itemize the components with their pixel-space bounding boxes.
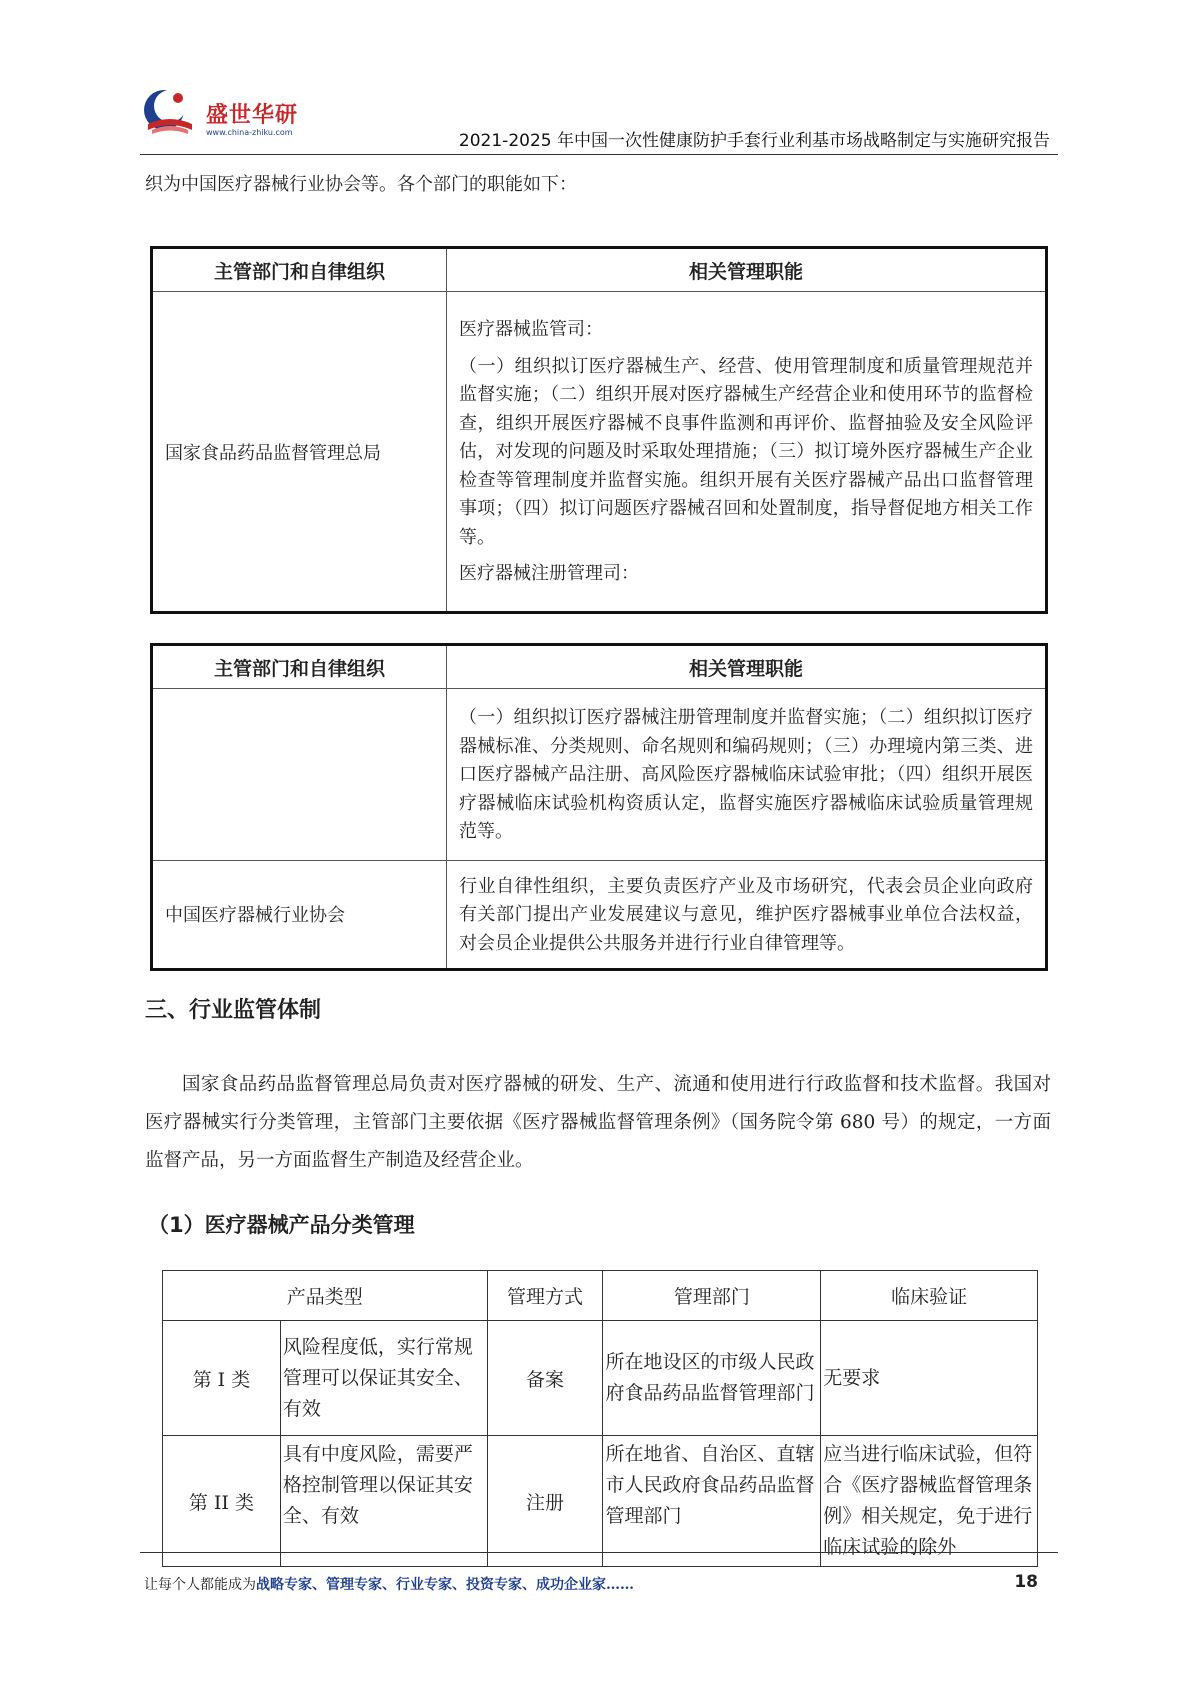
page-header bbox=[140, 80, 1058, 158]
duty-cell bbox=[447, 860, 1047, 969]
duty-text: 行业自律性组织，主要负责医疗产业及市场研究，代表会员企业向政府有关部门提出产业发展建议与意见，维护医疗器械事业单位合法权益，对会员企业提供公共服务并进行行业自律管理等。 bbox=[459, 875, 1033, 954]
dept-cell: 所在地省、自治区、直辖市人民政府食品药品监督管理部门 bbox=[603, 1436, 821, 1567]
company-logo bbox=[140, 80, 320, 150]
footer-divider bbox=[140, 1552, 1058, 1553]
method-cell: 备案 bbox=[487, 1321, 603, 1436]
logo-url: www.china-zhiku.com bbox=[206, 128, 293, 137]
duty-cell bbox=[447, 689, 1047, 861]
org-cell: 国家食品药品监督管理总局 bbox=[152, 292, 447, 613]
clinical-cell: 应当进行临床试验，但符合《医疗器械监督管理条例》相关规定，免于进行临床试验的除外 bbox=[821, 1436, 1038, 1567]
logo-name: 盛世华研 bbox=[206, 103, 299, 128]
table-row bbox=[152, 292, 1047, 613]
desc-cell: 风险程度低，实行常规管理可以保证其安全、有效 bbox=[280, 1321, 487, 1436]
report-title: 2021-2025 年中国一次性健康防护手套行业利基市场战略制定与实施研究报告 bbox=[458, 131, 1050, 151]
section-paragraph: 国家食品药品监督管理总局负责对医疗器械的研发、生产、流通和使用进行行政监督和技术监督。我国对医疗器械实行分类管理，主管部门主要依据《医疗器械监督管理条例》（国务院令第 680 号）的规定，一方面监督产品，另一方面监督生产制造及经营企业。 bbox=[145, 1074, 1051, 1171]
col-header-org: 主管部门和自律组织 bbox=[152, 248, 447, 292]
table-row bbox=[163, 1436, 1038, 1567]
table-header-row bbox=[152, 645, 1047, 689]
intro-text: 织为中国医疗器械行业协会等。各个部门的职能如下： bbox=[145, 174, 577, 195]
col-header-duty: 相关管理职能 bbox=[447, 645, 1047, 689]
footer-lead: 让每个人都能成为 bbox=[144, 1577, 256, 1593]
header-divider bbox=[140, 154, 1058, 155]
col-header-org: 主管部门和自律组织 bbox=[152, 645, 447, 689]
function-table-2 bbox=[150, 643, 1048, 971]
classification-table bbox=[162, 1270, 1038, 1567]
col-header-clinical: 临床验证 bbox=[821, 1271, 1038, 1321]
page-footer bbox=[140, 1552, 1058, 1593]
table-header-row bbox=[163, 1271, 1038, 1321]
page-number: 18 bbox=[1014, 1572, 1038, 1592]
col-header-type: 产品类型 bbox=[163, 1271, 488, 1321]
clinical-cell: 无要求 bbox=[821, 1321, 1038, 1436]
footer-slogan bbox=[144, 1574, 634, 1594]
logo-book-icon bbox=[140, 84, 200, 144]
duty-heading: 医疗器械注册管理司： bbox=[459, 563, 639, 585]
class-cell: 第 I 类 bbox=[163, 1321, 281, 1436]
dept-cell: 所在地设区的市级人民政府食品药品监督管理部门 bbox=[603, 1321, 821, 1436]
duty-text: （一）组织拟订医疗器械生产、经营、使用管理制度和质量管理规范并监督实施；（二）组织开展对医疗器械生产经营企业和使用环节的监督检查，组织开展医疗器械不良事件监测和再评价、监督抽验及安全风险评估，对发现的问题及时采取处理措施；（三）拟订境外医疗器械生产企业检查等管理制度并监督实施。组织开展有关医疗器械产品出口监督管理事项；（四）拟订问题医疗器械召回和处置制度，指导督促地方相关工作等。 bbox=[459, 355, 1033, 548]
table-row bbox=[163, 1321, 1038, 1436]
org-cell: 中国医疗器械行业协会 bbox=[152, 860, 447, 969]
section-heading: 三、行业监管体制 bbox=[145, 998, 322, 1023]
desc-cell: 具有中度风险，需要严格控制管理以保证其安全、有效 bbox=[280, 1436, 487, 1567]
duty-heading: 医疗器械监管司： bbox=[459, 319, 603, 341]
table-row bbox=[152, 860, 1047, 969]
table-row bbox=[152, 689, 1047, 861]
function-table-1 bbox=[150, 246, 1048, 614]
col-header-method: 管理方式 bbox=[487, 1271, 603, 1321]
duty-text: （一）组织拟订医疗器械注册管理制度并监督实施；（二）组织拟订医疗器械标准、分类规则、命名规则和编码规则；（三）办理境内第三类、进口医疗器械产品注册、高风险医疗器械临床试验审批；（四）组织开展医疗器械临床试验机构资质认定，监督实施医疗器械临床试验质量管理规范等。 bbox=[459, 707, 1033, 843]
duty-cell bbox=[447, 292, 1047, 613]
subsection-heading: （1）医疗器械产品分类管理 bbox=[148, 1213, 415, 1237]
table-header-row bbox=[152, 248, 1047, 292]
col-header-dept: 管理部门 bbox=[603, 1271, 821, 1321]
col-header-duty: 相关管理职能 bbox=[447, 248, 1047, 292]
class-cell: 第 II 类 bbox=[163, 1436, 281, 1567]
method-cell: 注册 bbox=[487, 1436, 603, 1567]
org-cell bbox=[152, 689, 447, 861]
classification-table-viewport bbox=[162, 1270, 1038, 1558]
footer-roles: 战略专家、管理专家、行业专家、投资专家、成功企业家…… bbox=[256, 1577, 634, 1593]
